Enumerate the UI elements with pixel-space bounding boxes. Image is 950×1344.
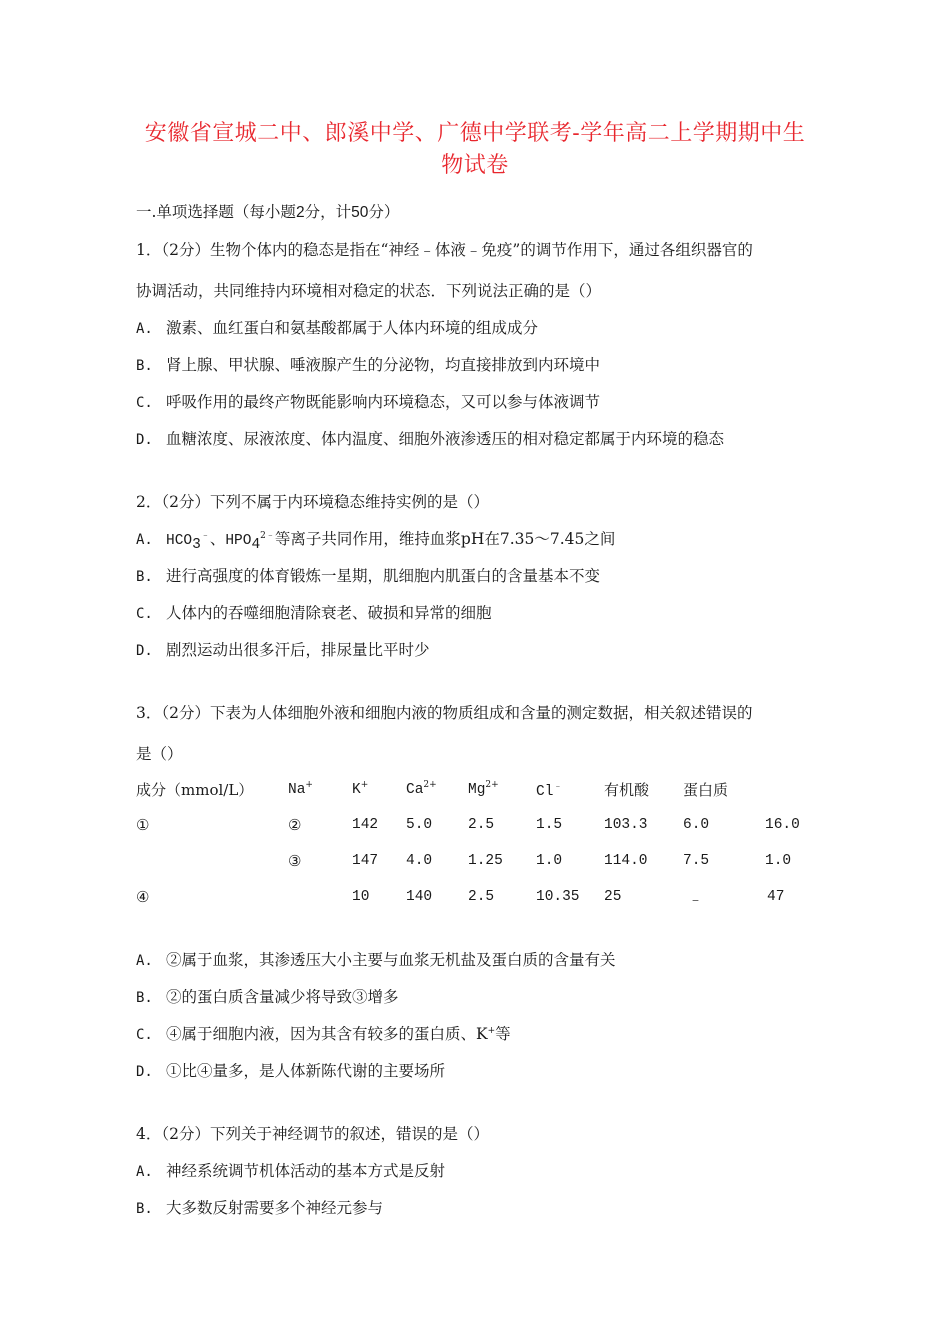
question-1-line-2: 协调活动，共同维持内环境相对稳定的状态．下列说法正确的是（）: [136, 282, 602, 300]
table-header-component: 成分（mmol/L）: [136, 781, 254, 799]
q4-option-a: A. 神经系统调节机体活动的基本方式是反射: [136, 1162, 446, 1180]
section-heading: 一.单项选择题（每小题2分，计50分）: [136, 203, 400, 221]
table-cell: ﹣: [688, 890, 704, 908]
q1-option-d: D. 血糖浓度、尿液浓度、体内温度、细胞外液渗透压的相对稳定都属于内环境的稳态: [136, 430, 725, 448]
title-line-2: 物试卷: [441, 153, 509, 178]
table-cell: 5.0: [406, 817, 433, 833]
table-cell: 2.5: [468, 817, 495, 833]
table-header-ca: $Ca^{2+}$: [406, 780, 437, 798]
table-cell: 142: [352, 817, 379, 833]
table-cell: ②: [288, 816, 302, 834]
table-cell: ①: [136, 816, 150, 834]
q3-option-b: B. ②的蛋白质含量减少将导致③增多: [136, 988, 399, 1006]
table-cell: 10.35: [536, 889, 580, 905]
table-cell: 140: [406, 889, 433, 905]
table-cell: 1.25: [468, 853, 503, 869]
table-cell: 16.0: [765, 817, 800, 833]
table-cell: 1.5: [536, 817, 563, 833]
table-header-k: K+: [352, 780, 369, 798]
table-cell: 147: [352, 853, 379, 869]
table-header-mg: $Mg^{2+}$: [468, 780, 499, 798]
table-cell: 1.0: [765, 853, 792, 869]
q4-option-b: B. 大多数反射需要多个神经元参与: [136, 1199, 384, 1217]
question-3-line-1: 3．（2分）下表为人体细胞外液和细胞内液的物质组成和含量的测定数据，相关叙述错误的: [136, 704, 753, 722]
q1-option-c: C. 呼吸作用的最终产物既能影响内环境稳态，又可以参与体液调节: [136, 393, 601, 411]
q1-option-b: B. 肾上腺、甲状腺、唾液腺产生的分泌物，均直接排放到内环境中: [136, 356, 601, 374]
table-cell: 6.0: [683, 817, 710, 833]
table-cell: 47: [767, 889, 785, 905]
q2-option-a: A. $HCO_3^﹣$、$HPO_4^{2﹣}$等离子共同作用，维持血浆pH在7.35～7.45之间: [136, 530, 616, 554]
table-header-na: Na+: [288, 780, 313, 798]
table-cell: ④: [136, 888, 150, 906]
q2-option-b: B. 进行高强度的体育锻炼一星期，肌细胞内肌蛋白的含量基本不变: [136, 567, 601, 585]
table-cell: ③: [288, 852, 302, 870]
q2-option-c: C. 人体内的吞噬细胞清除衰老、破损和异常的细胞: [136, 604, 492, 622]
title-line-1: 安徽省宣城二中、郎溪中学、广德中学联考-学年高二上学期期中生: [144, 121, 806, 146]
table-cell: 2.5: [468, 889, 495, 905]
q3-option-a: A. ②属于血浆，其渗透压大小主要与血浆无机盐及蛋白质的含量有关: [136, 951, 616, 969]
table-header-protein: 蛋白质: [683, 781, 729, 799]
table-header-organic-acid: 有机酸: [604, 781, 650, 799]
table-cell: 103.3: [604, 817, 648, 833]
table-cell: 10: [352, 889, 370, 905]
q3-option-c: C. ④属于细胞内液，因为其含有较多的蛋白质、K+等: [136, 1025, 511, 1043]
table-cell: 7.5: [683, 853, 710, 869]
question-3-line-2: 是（）: [136, 745, 183, 763]
table-cell: 25: [604, 889, 622, 905]
q1-option-a: A. 激素、血红蛋白和氨基酸都属于人体内环境的组成成分: [136, 319, 539, 337]
table-cell: 1.0: [536, 853, 563, 869]
table-cell: 4.0: [406, 853, 433, 869]
q2-option-d: D. 剧烈运动出很多汗后，排尿量比平时少: [136, 641, 430, 659]
table-cell: 114.0: [604, 853, 648, 869]
question-2-line-1: 2．（2分）下列不属于内环境稳态维持实例的是（）: [136, 493, 489, 511]
question-1-line-1: 1．（2分）生物个体内的稳态是指在“神经﹣体液﹣免疫”的调节作用下，通过各组织器官的: [136, 241, 753, 259]
document-title: [100, 118, 850, 182]
q3-option-d: D. ①比④量多，是人体新陈代谢的主要场所: [136, 1062, 446, 1080]
table-header-cl: Cl﹣: [536, 782, 563, 800]
question-4-line-1: 4．（2分）下列关于神经调节的叙述，错误的是（）: [136, 1125, 489, 1143]
